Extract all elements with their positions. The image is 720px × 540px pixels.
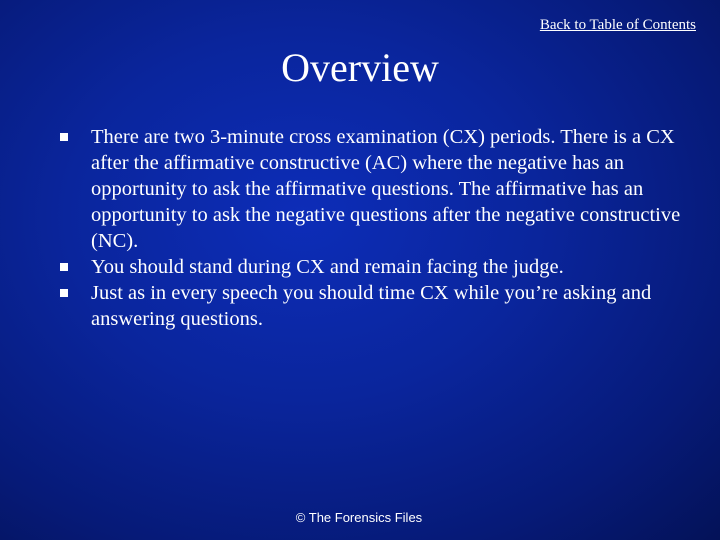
square-bullet-icon bbox=[60, 263, 68, 271]
square-bullet-icon bbox=[60, 133, 68, 141]
square-bullet-icon bbox=[60, 289, 68, 297]
copyright-footer: © The Forensics Files bbox=[295, 510, 423, 525]
back-to-toc-link[interactable]: Back to Table of Contents bbox=[539, 17, 696, 33]
bullet-text: There are two 3-minute cross examination (CX) periods. There is a CX after the affirmative constructive (AC) where the negative has an opportunity to ask the affirmative questions. The affirmative has an opportunity to ask the negative questions after the negative constructive (NC). bbox=[91, 126, 681, 252]
bullet-text: Just as in every speech you should time CX while you’re asking and answering questions. bbox=[91, 282, 652, 330]
slide-title: Overview bbox=[281, 45, 439, 90]
bullet-item bbox=[60, 254, 700, 280]
bullet-list bbox=[60, 124, 700, 332]
bullet-text: You should stand during CX and remain facing the judge. bbox=[91, 256, 564, 278]
bullet-item bbox=[60, 124, 700, 254]
bullet-item bbox=[60, 280, 700, 332]
